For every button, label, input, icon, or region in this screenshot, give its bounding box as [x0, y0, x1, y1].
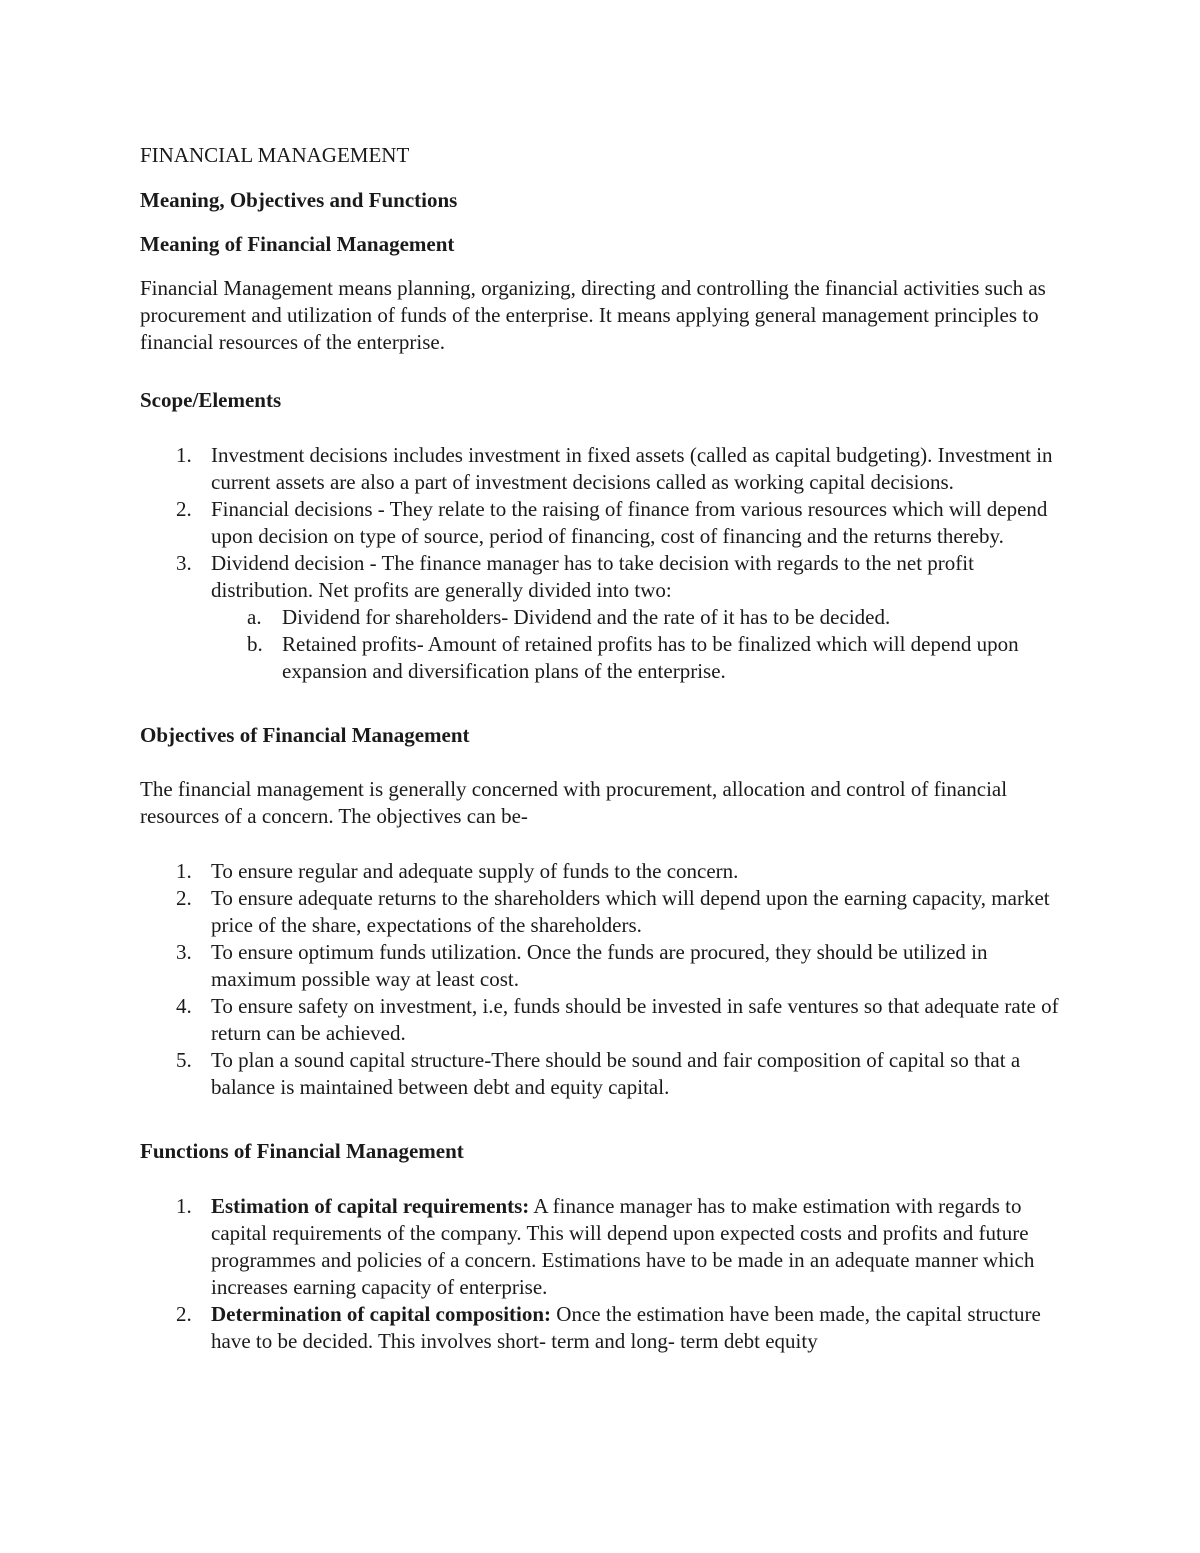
list-marker: 3. — [176, 551, 192, 575]
list-item-text: To ensure safety on investment, i.e, funds should be invested in safe ventures so that adequate rate of return can be achieved. — [211, 994, 1059, 1045]
list-marker: 2. — [176, 1302, 192, 1326]
list-item — [140, 993, 1065, 1047]
meaning-paragraph: Financial Management means planning, organizing, directing and controlling the financial activities such as procurement and utilization of funds of the enterprise. It means applying general management principles to financial resources of the enterprise. — [140, 276, 1046, 354]
function-term: Determination of capital composition: — [211, 1302, 552, 1326]
list-item — [140, 858, 1065, 885]
dividend-sublist — [211, 604, 1065, 685]
list-marker: 1. — [176, 443, 192, 467]
list-item-text: Financial decisions - They relate to the raising of finance from various resources which will depend upon decision on type of source, period of financing, cost of financing and the returns thereby. — [211, 497, 1048, 548]
list-item — [140, 1047, 1065, 1101]
functions-heading: Functions of Financial Management — [140, 1139, 464, 1163]
list-marker: 4. — [176, 994, 192, 1018]
list-marker: 1. — [176, 859, 192, 883]
list-marker: 1. — [176, 1194, 192, 1218]
function-term: Estimation of capital requirements: — [211, 1194, 530, 1218]
list-item-text: To ensure adequate returns to the shareholders which will depend upon the earning capacity, market price of the share, expectations of the shareholders. — [211, 886, 1050, 937]
function-description: Once the estimation have been made, the capital structure have to be decided. This involves short- term and long- term debt equity — [211, 1302, 1041, 1353]
list-item — [140, 1301, 1065, 1355]
list-marker: 3. — [176, 940, 192, 964]
list-item-text: To ensure optimum funds utilization. Once the funds are procured, they should be utilized in maximum possible way at least cost. — [211, 940, 988, 991]
objectives-list — [140, 858, 1065, 1101]
sublist-item — [211, 631, 1065, 685]
list-item-text: To plan a sound capital structure-There should be sound and fair composition of capital so that a balance is maintained between debt and equity capital. — [211, 1048, 1021, 1099]
list-item — [140, 442, 1065, 496]
list-item — [140, 1193, 1065, 1301]
objectives-heading: Objectives of Financial Management — [140, 723, 470, 747]
sublist-item-text: Retained profits- Amount of retained profits has to be finalized which will depend upon expansion and diversification plans of the enterprise. — [282, 632, 1019, 683]
sublist-marker: b. — [247, 632, 263, 656]
list-marker: 2. — [176, 497, 192, 521]
list-item-text: To ensure regular and adequate supply of funds to the concern. — [211, 859, 739, 883]
list-item-text: Dividend decision - The finance manager has to take decision with regards to the net profit distribution. Net profits are generally divided into two: — [211, 551, 974, 602]
sublist-marker: a. — [247, 605, 262, 629]
function-description: A finance manager has to make estimation with regards to capital requirements of the company. This will depend upon expected costs and profits and future programmes and policies of a concern. Estimations have to be made in an adequate manner which increases earning capacity of enterprise. — [211, 1194, 1035, 1299]
document-body — [140, 142, 1065, 1383]
list-item-text: Investment decisions includes investment in fixed assets (called as capital budgeting). Investment in current assets are also a part of investment decisions called as working capital decisions. — [211, 443, 1053, 494]
document-subtitle: Meaning, Objectives and Functions — [140, 188, 458, 212]
list-item — [140, 550, 1065, 685]
meaning-heading: Meaning of Financial Management — [140, 232, 455, 256]
list-marker: 5. — [176, 1048, 192, 1072]
document-title: FINANCIAL MANAGEMENT — [140, 143, 410, 167]
scope-heading: Scope/Elements — [140, 388, 282, 412]
objectives-intro: The financial management is generally concerned with procurement, allocation and control of financial resources of a concern. The objectives can be- — [140, 777, 1008, 828]
list-marker: 2. — [176, 886, 192, 910]
sublist-item — [211, 604, 1065, 631]
list-item — [140, 885, 1065, 939]
list-item — [140, 496, 1065, 550]
list-item — [140, 939, 1065, 993]
functions-list — [140, 1193, 1065, 1355]
sublist-item-text: Dividend for shareholders- Dividend and the rate of it has to be decided. — [282, 605, 891, 629]
scope-list — [140, 442, 1065, 685]
